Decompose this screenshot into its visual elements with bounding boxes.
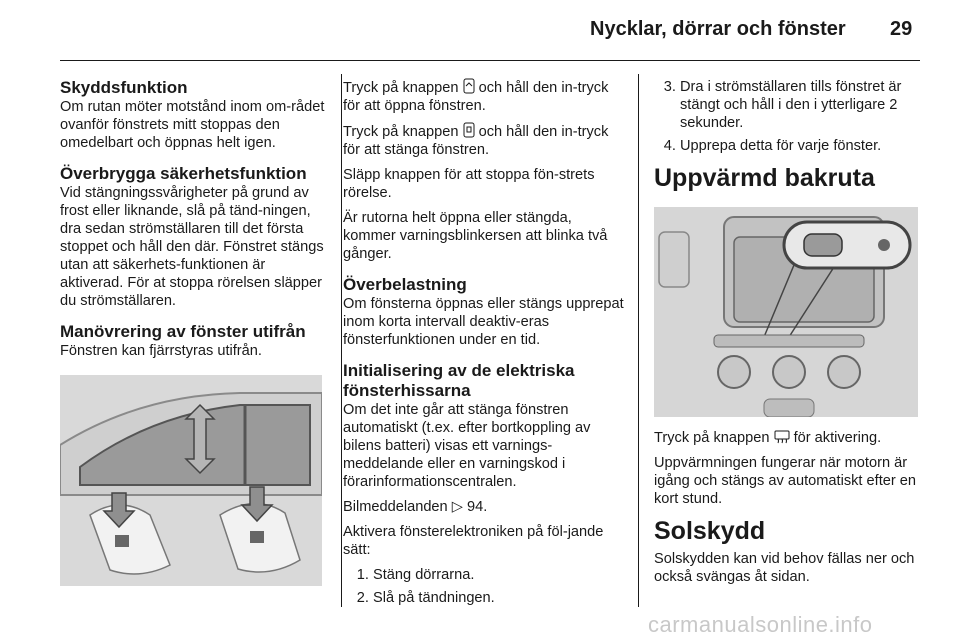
inline-text: Tryck på knappen [343,80,459,96]
paragraph: Om det inte går att stänga fönstren automatiskt (t.ex. efter bortkoppling av bilens batteri) visas ett varnings-meddelande eller en varningskod i förarinformationscentralen. [343,402,591,490]
reference-text: Bilmeddelanden [343,499,448,515]
section-title: Initialisering av de elektriska fönsterhissarna [343,361,575,400]
section-title: Solskydd [654,517,766,545]
header-title: Nycklar, dörrar och fönster [590,18,846,40]
reference-arrow-icon: ▷ [451,499,463,515]
column-3 [654,78,924,593]
rear-defrost-figure [654,207,918,417]
column-2 [343,78,628,613]
paragraph: Släpp knappen för att stoppa fön-strets rörelse. [343,167,595,201]
column-divider [341,74,342,607]
inline-text: Tryck på knappen [654,430,770,446]
paragraph [343,78,628,115]
window-close-icon [463,122,475,138]
section-title: Uppvärmd bakruta [654,164,875,192]
paragraph: Om rutan möter motstånd inom om-rådet ovanför fönstrets mitt stoppas den omedelbart och öppnas helt igen. [60,99,325,151]
paragraph: Om fönsterna öppnas eller stängs upprepat inom korta intervall deaktiv-eras fönsterfunktionen under en tid. [343,296,624,348]
paragraph: Aktivera fönsterelektroniken på föl-jande sätt: [343,524,604,558]
inline-text: för aktivering. [793,430,882,446]
car-window-key-illustration [60,375,322,586]
section-title: Manövrering av fönster utifrån [60,322,306,341]
paragraph: Är rutorna helt öppna eller stängda, kommer varningsblinkersen att blinka två gånger. [343,210,608,262]
paragraph [654,429,924,447]
list-item: 1. Stäng dörrarna. [373,566,628,584]
paragraph: Solskydden kan vid behov fällas ner och också svängas åt sidan. [654,551,915,585]
reference [343,498,628,516]
header-rule [60,60,920,61]
list-item: 4. Upprepa detta för varje fönster. [680,137,924,155]
reference-page: 94. [467,499,488,515]
column-divider [638,74,639,607]
paragraph: Vid stängningssvårigheter på grund av frost eller liknande, slå på tänd-ningen, dra sedan strömställaren till det första stoppet och håll den där. Fönstret stängs utan att säkerhets-funktionen är aktiverad. För at stoppa rörelsen släpper du strömställaren. [60,185,324,309]
page-number: 29 [890,18,913,40]
inline-text: och håll den in-tryck för att öppna fönstren. [343,80,609,114]
column-1 [60,78,328,372]
list-item: 2. Slå på tändningen. [373,589,628,607]
inline-text: och håll den in-tryck för att stänga fönstren. [343,124,609,158]
paragraph: Fönstren kan fjärrstyras utifrån. [60,343,262,359]
paragraph [343,122,628,159]
rear-defrost-icon [774,430,790,444]
steps-list [654,78,924,155]
list-item: 3. Dra i strömställaren tills fönstret är stängt och håll i den i ytterligare 2 sekunder. [680,78,924,132]
watermark: carmanualsonline.info [648,612,873,637]
dashboard-illustration [654,207,918,417]
inline-text: Tryck på knappen [343,124,459,140]
window-open-icon [463,78,475,94]
section-title: Överbelastning [343,275,467,294]
steps-list [343,566,628,607]
section-title: Överbrygga säkerhetsfunktion [60,164,307,183]
remote-window-figure [60,375,322,586]
section-title: Skyddsfunktion [60,78,188,97]
paragraph: Uppvärmningen fungerar när motorn är igång och stängs av automatiskt efter en kort stund. [654,455,917,507]
